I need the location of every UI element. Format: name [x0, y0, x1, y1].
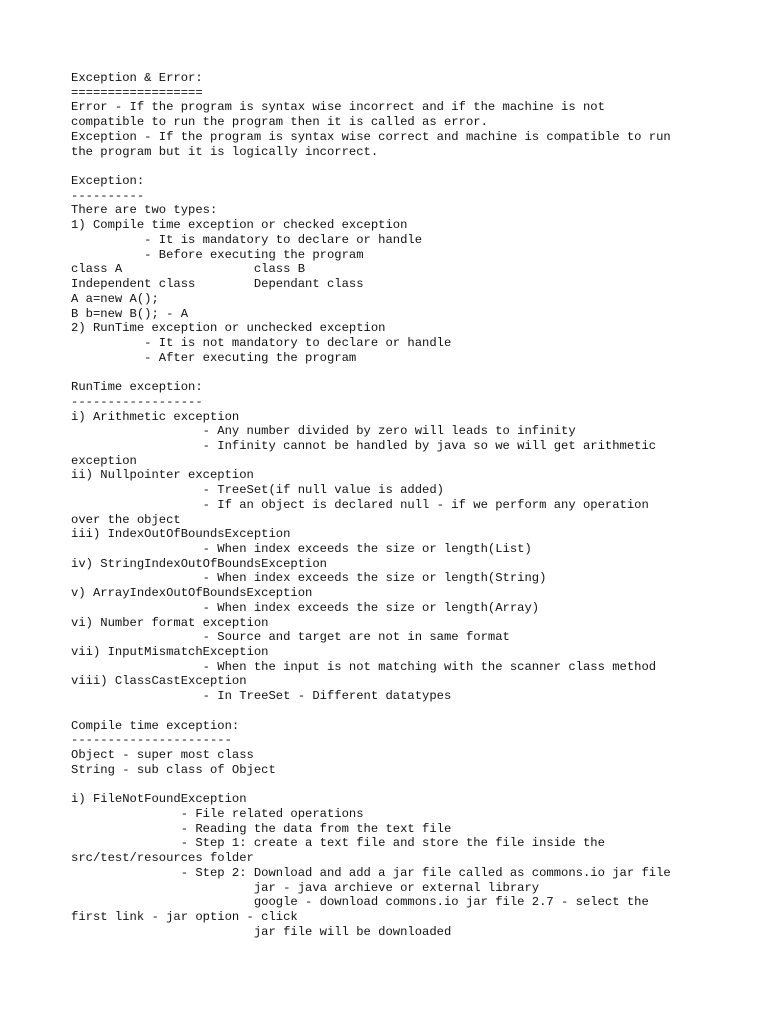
document-line: - After executing the program	[71, 350, 357, 365]
document-line: - When the input is not matching with the scanner class method	[71, 659, 657, 674]
document-line	[71, 778, 721, 793]
document-line: 1) Compile time exception or checked exception	[71, 218, 408, 233]
document-line: - File related operations	[71, 806, 364, 821]
document-line: class A class B	[71, 262, 306, 277]
document-line: Exception & Error:	[71, 71, 203, 85]
document-line: ==================	[71, 85, 203, 100]
document-line: - Before executing the program	[71, 247, 364, 262]
document-line: - When index exceeds the size or length(Array)	[71, 600, 540, 615]
document-line: - TreeSet(if null value is added)	[71, 483, 444, 498]
document-line: Independent class Dependant class	[71, 277, 364, 292]
document-line: ii) Nullpointer exception	[71, 468, 254, 483]
document-line: jar - java archieve or external library	[71, 880, 540, 895]
document-line: viii) ClassCastException	[71, 674, 247, 689]
document-line: jar file will be downloaded	[71, 924, 452, 939]
document-line: Compile time exception:	[71, 718, 240, 733]
document-line: String - sub class of Object	[71, 762, 276, 777]
document-line: - Step 2: Download and add a jar file called as commons.io jar file	[71, 865, 671, 880]
document-text	[71, 71, 721, 939]
document-line: A a=new A();	[71, 291, 159, 306]
document-line: Exception - If the program is syntax wise correct and machine is compatible to run	[71, 129, 671, 144]
document-line: - If an object is declared null - if we perform any operation	[71, 497, 649, 512]
document-line: There are two types:	[71, 203, 218, 218]
document-line	[71, 704, 721, 719]
document-line: - In TreeSet - Different datatypes	[71, 689, 452, 704]
document-line: iii) IndexOutOfBoundsException	[71, 527, 291, 542]
document-line: RunTime exception:	[71, 380, 203, 395]
document-line: 2) RunTime exception or unchecked exception	[71, 321, 386, 336]
document-line	[71, 365, 721, 380]
document-line: vi) Number format exception	[71, 615, 269, 630]
document-line: i) FileNotFoundException	[71, 792, 247, 807]
document-line: - It is mandatory to declare or handle	[71, 232, 423, 247]
document-line: - It is not mandatory to declare or handle	[71, 335, 452, 350]
document-line: - Reading the data from the text file	[71, 821, 452, 836]
document-line: compatible to run the program then it is called as error.	[71, 115, 488, 130]
document-line: src/test/resources folder	[71, 851, 254, 866]
document-line: first link - jar option - click	[71, 909, 298, 924]
document-line: Exception:	[71, 174, 145, 189]
document-line: - Step 1: create a text file and store the file inside the	[71, 836, 605, 851]
document-line: - When index exceeds the size or length(String)	[71, 571, 547, 586]
document-line: - Any number divided by zero will leads to infinity	[71, 424, 576, 439]
document-line: Error - If the program is syntax wise incorrect and if the machine is not	[71, 100, 605, 115]
document-line: vii) InputMismatchException	[71, 645, 269, 660]
document-line: google - download commons.io jar file 2.7 - select the	[71, 895, 649, 910]
document-line: exception	[71, 453, 137, 468]
document-line: ----------------------	[71, 733, 232, 748]
document-line: ----------	[71, 188, 145, 203]
document-line: i) Arithmetic exception	[71, 409, 240, 424]
document-line: iv) StringIndexOutOfBoundsException	[71, 556, 327, 571]
document-line: - When index exceeds the size or length(List)	[71, 542, 532, 556]
document-line: over the object	[71, 512, 181, 527]
document-line: B b=new B(); - A	[71, 306, 189, 321]
document-line	[71, 159, 721, 174]
document-line: Object - super most class	[71, 748, 254, 763]
document-line: - Infinity cannot be handled by java so we will get arithmetic	[71, 438, 657, 453]
document-line: v) ArrayIndexOutOfBoundsException	[71, 586, 313, 601]
document-line: the program but it is logically incorrect.	[71, 144, 379, 159]
document-line: - Source and target are not in same format	[71, 630, 510, 645]
document-line: ------------------	[71, 394, 203, 409]
